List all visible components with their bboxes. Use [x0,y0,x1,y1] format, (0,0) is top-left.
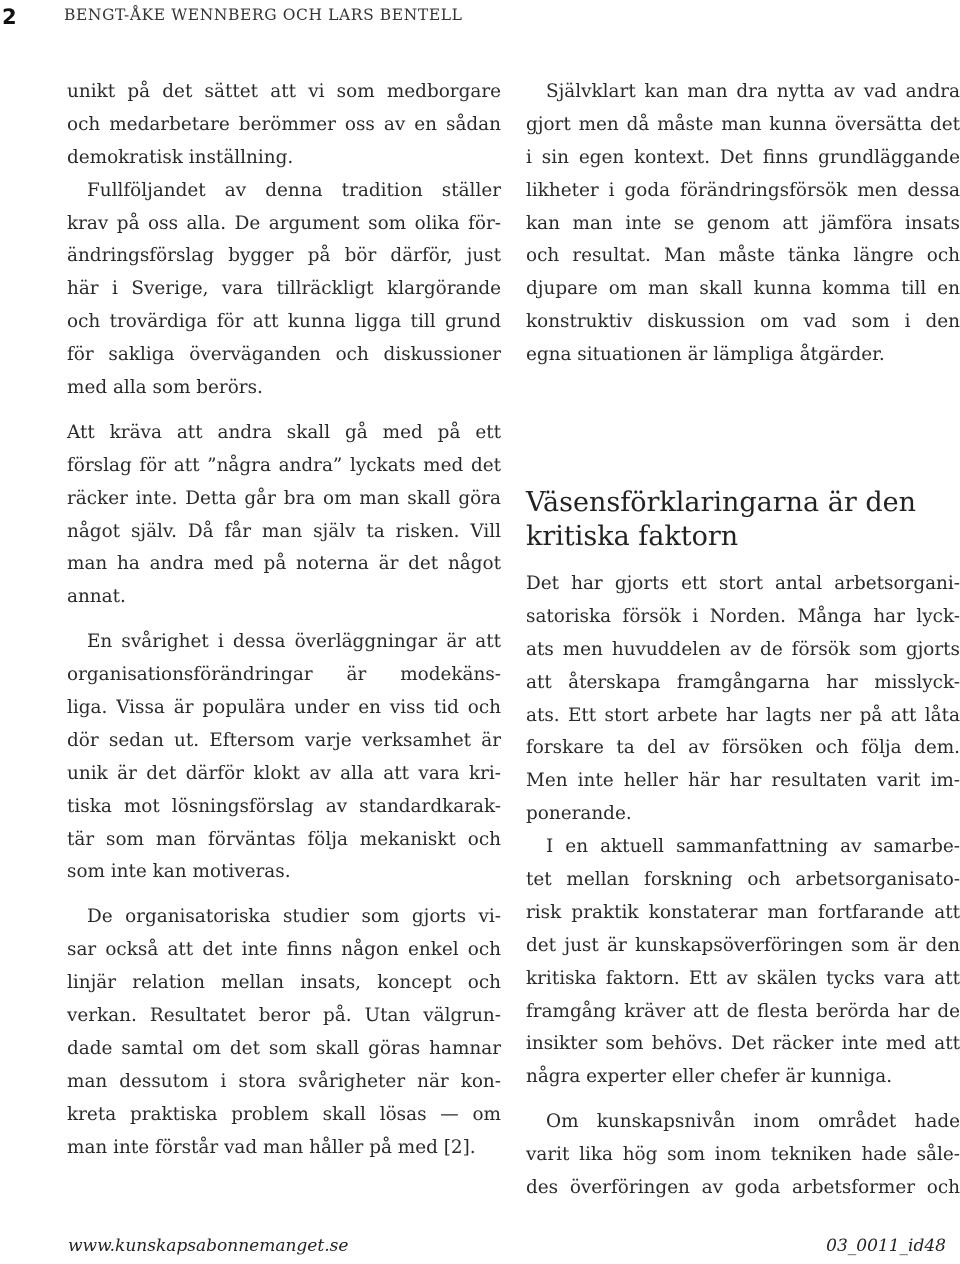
text-line: man ha andra med på noterna är det något [67,553,501,575]
page-header [0,0,960,34]
text-line: några experter eller chefer är kunniga. [526,1066,893,1088]
paragraph [526,568,960,831]
text-line: konstruktiv diskussion om vad som i den [526,311,960,333]
text-line: egna situationen är lämpliga åtgärder. [526,344,885,366]
text-line: något själv. Då får man själv ta risken. Vill [67,520,501,542]
text-line: gjort men då måste man kunna översätta det [526,113,960,135]
text-line: det just är kunskapsöverföringen som är den [526,934,960,956]
text-line: organisationsförändringar är modekäns- [67,664,501,686]
text-line: linjär relation mellan insats, koncept och [67,972,501,994]
text-line: risk praktik konstaterar man fortfarande att [526,901,960,923]
text-line: som inte kan motiveras. [67,861,291,883]
text-line: Om kunskapsnivån inom området hade [546,1111,960,1133]
text-line: des överföringen av goda arbetsformer och [526,1177,960,1199]
text-line: tär som man förväntas följa mekaniskt och [67,828,501,850]
text-line: här i Sverige, vara tillräckligt klargörande [67,278,501,300]
footer-url[interactable]: www.kunskapsabonnemanget.se [68,1236,349,1256]
text-line: förslag för att ”några andra” lyckats med det [67,454,501,476]
text-line: De organisatoriska studier som gjorts vi- [87,906,501,928]
text-line: verkan. Resultatet beror på. Utan välgrun- [67,1005,501,1027]
text-line: och trovärdiga för att kunna ligga till grund [67,311,501,333]
text-line: man dessutom i stora svårigheter när kon- [67,1070,501,1092]
text-line: i sin egen kontext. Det finns grundläggande [526,146,960,168]
text-line: dör sedan ut. Eftersom varje verksamhet är [67,729,501,751]
text-line: framgång kräver att de flesta berörda har de [526,1000,960,1022]
text-line: med alla som berörs. [67,377,263,399]
paragraph [526,1106,960,1205]
paragraph [67,901,501,1164]
left-column [67,76,501,1165]
text-line: I en aktuell sammanfattning av samarbe- [546,836,960,858]
text-line: djupare om man skall kunna komma till en [526,278,960,300]
text-line: ats. Ett stort arbete har lagts ner på att låta [526,704,960,726]
text-line: att återskapa framgångarna har misslyck- [526,671,960,693]
text-line: unik är det därför klokt av alla att vara kri- [67,762,501,784]
page-number: 2 [2,5,17,29]
paragraph [67,626,501,889]
text-line: ponerande. [526,803,632,825]
text-line: tet mellan forskning och arbetsorganisato- [526,869,960,891]
text-line: Fullföljandet av denna tradition ställer [87,179,501,201]
text-line: och medarbetare berömmer oss av en sådan [67,113,501,135]
right-column [526,76,960,1205]
text-line: satoriska försök i Norden. Många har lyck- [526,605,960,627]
text-line: unikt på det sättet att vi som medborgare [67,81,501,102]
text-line: demokratisk inställning. [67,146,294,168]
text-line: kritiska faktorn. Ett av skälen tycks vara att [526,967,960,989]
running-head: BENGT-ÅKE WENNBERG OCH LARS BENTELL [64,6,463,24]
text-line: liga. Vissa är populära under en viss tid och [67,697,501,719]
text-line: för sakliga överväganden och diskussioner [67,344,501,366]
text-line: likheter i goda förändringsförsök men dessa [526,179,960,201]
text-line: Men inte heller här har resultaten varit im- [526,770,960,792]
text-line: krav på oss alla. De argument som olika för- [67,212,501,234]
text-line: kan man inte se genom att jämföra insats [526,212,960,234]
text-line: ats men huvuddelen av de försök som gjorts [526,638,960,660]
text-line: räcker inte. Detta går bra om man skall göra [67,487,501,509]
text-line: Det har gjorts ett stort antal arbetsorgani- [526,573,960,595]
text-line: forskare ta del av försöken och följa dem. [526,737,960,759]
text-line: sar också att det inte finns någon enkel och [67,939,501,961]
text-line: tiska mot lösningsförslag av standardkarak- [67,795,501,817]
footer-doc-id: 03_0011_id48 [826,1236,946,1256]
paragraph [526,76,960,372]
heading-line: Väsensförklaringarna är den [526,487,916,519]
text-line: dade samtal om det som skall göras hamnar [67,1037,501,1059]
text-line: En svårighet i dessa överläggningar är att [87,631,501,653]
text-line: kreta praktiska problem skall lösas — om [67,1103,501,1125]
section-heading [526,486,960,554]
paragraph [526,831,960,1094]
text-line: annat. [67,586,126,608]
text-line: Att kräva att andra skall gå med på ett [67,421,501,443]
text-line: ändringsförslag bygger på bör därför, just [67,245,501,267]
text-line: man inte förstår vad man håller på med [2]. [67,1136,476,1158]
text-line: insikter som behövs. Det räcker inte med att [526,1033,960,1055]
text-line: och resultat. Man måste tänka längre och [526,245,960,267]
text-line: Självklart kan man dra nytta av vad andra [546,81,960,102]
paragraph [67,417,501,614]
heading-line: kritiska faktorn [526,521,739,553]
text-line: varit lika hög som inom tekniken hade såle- [526,1144,960,1166]
paragraph [67,76,501,175]
paragraph [67,175,501,405]
